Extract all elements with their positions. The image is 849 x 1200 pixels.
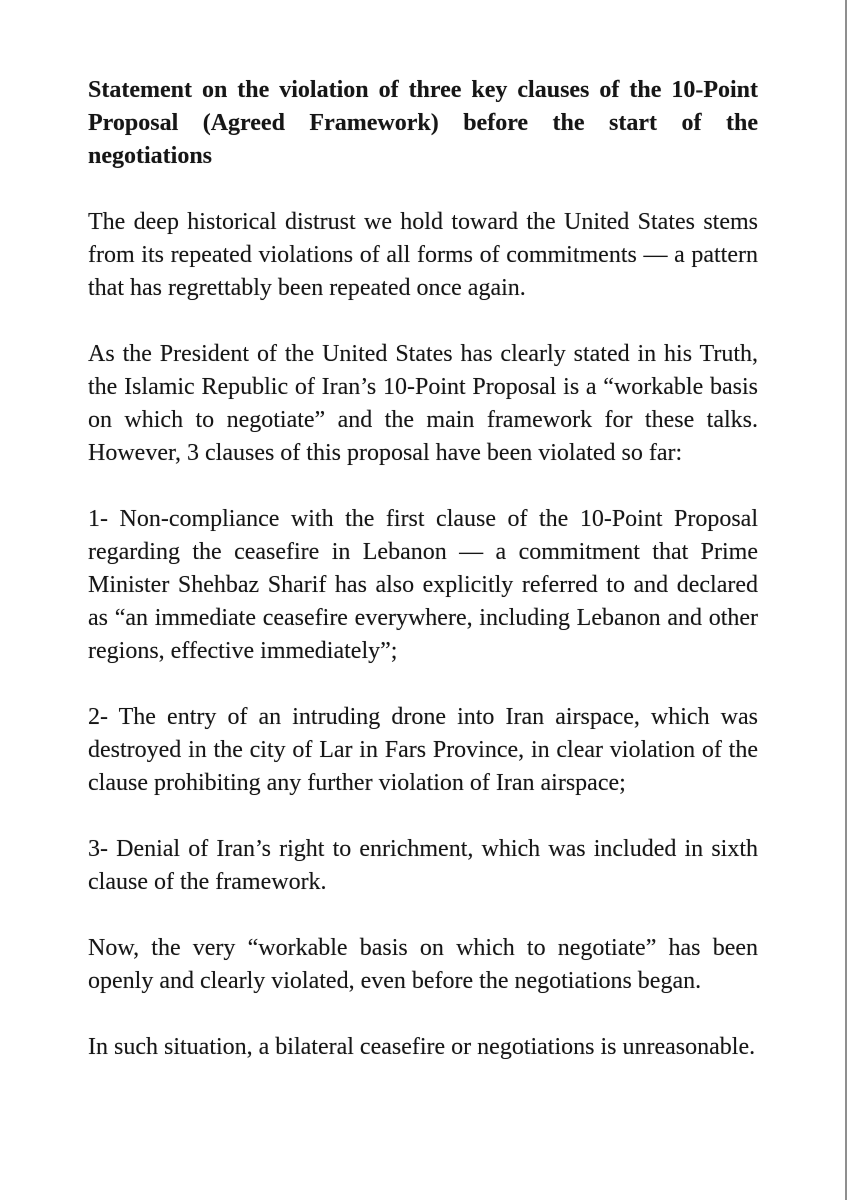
paragraph-violation-3: 3- Denial of Iran’s right to enrichment, which was included in sixth clause of the framework. [88, 836, 758, 895]
scan-edge-line [845, 0, 847, 1200]
document-title: Statement on the violation of three key clauses of the 10‑Point Proposal (Agreed Framework) before the start of the negotiations [88, 77, 758, 169]
document-content [88, 0, 758, 1064]
paragraph-intro-distrust: The deep historical distrust we hold toward the United States stems from its repeated violations of all forms of commitments — a pattern that has regrettably been repeated once again. [88, 209, 758, 301]
paragraph-violation-1: 1- Non-compliance with the first clause of the 10‑Point Proposal regarding the ceasefire in Lebanon — a commitment that Prime Minister Shehbaz Sharif has also explicitly referred to and declared as “an immediate ceasefire everywhere, including Lebanon and other regions, effective immediately”; [88, 506, 758, 664]
paragraph-conclusion-violated: Now, the very “workable basis on which to negotiate” has been openly and clearly violated, even before the negotiations began. [88, 935, 758, 994]
paragraph-violation-2: 2- The entry of an intruding drone into Iran airspace, which was destroyed in the city of Lar in Fars Province, in clear violation of the clause prohibiting any further violation of Iran airspace; [88, 704, 758, 796]
paragraph-framework-context: As the President of the United States has clearly stated in his Truth, the Islamic Republic of Iran’s 10‑Point Proposal is a “workable basis on which to negotiate” and the main framework for these talks. However, 3 clauses of this proposal have been violated so far: [88, 341, 758, 466]
paragraph-conclusion-unreasonable: In such situation, a bilateral ceasefire or negotiations is unreasonable. [88, 1034, 756, 1060]
